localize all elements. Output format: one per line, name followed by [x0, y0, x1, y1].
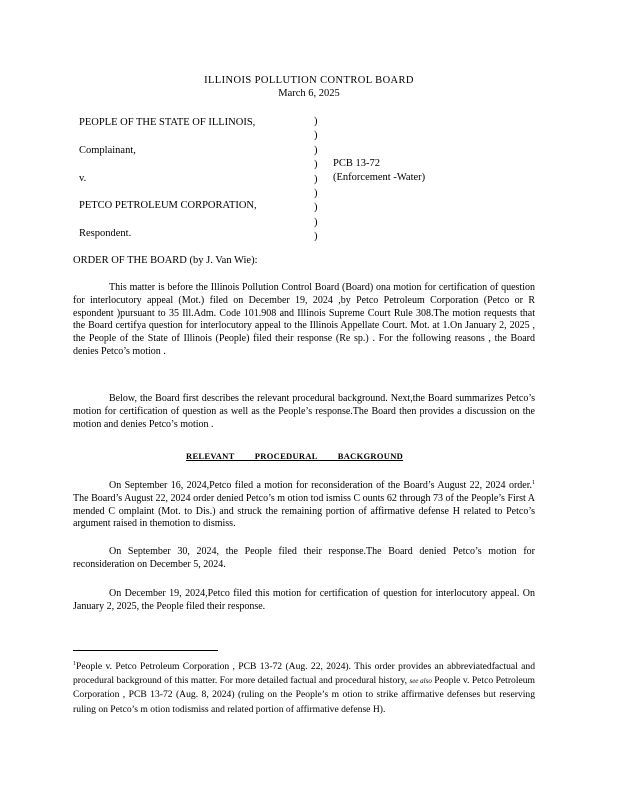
caption-versus: v. [79, 173, 87, 184]
paragraph-summary: Below, the Board first describes the relevant procedural background. Next,the Board summarizes Petco’s motion for certification of question as well as the People’s response.The Board then provides a discussion on the motion and denies Petco’s motion . [73, 393, 535, 430]
caption-paren: ) [314, 159, 318, 171]
caption-paren-column [314, 115, 322, 245]
footnote-mark: 1 [73, 661, 76, 667]
paragraph-background-3: On December 19, 2024,Petco filed this motion for certification of question for interlocutory appeal. On January 2, 2025, the People filed their response. [73, 588, 535, 612]
footnote-divider [73, 650, 218, 651]
order-line: ORDER OF THE BOARD (by J. Van Wie): [73, 255, 258, 266]
caption-complainant: Complainant, [79, 145, 136, 156]
footnote-see-also: see also [409, 677, 432, 686]
caption-paren: ) [314, 173, 318, 185]
footnote [73, 657, 535, 717]
paragraph-background-2: On September 30, 2024, the People filed their response.The Board denied Petco’s motion for reconsideration on December 5, 2024. [73, 546, 535, 570]
paragraph-intro: This matter is before the Illinois Pollution Control Board (Board) ona motion for certification of question for interlocutory appeal (Mot.) filed on December 19, 2024 ,by Petco Petroleum Corporation (Petco or R espondent )pursuant to 35 Ill.Adm. Code 101.908 and Illinois Supreme Court Rule 308.The motion requests that the Board certifya question for interlocutory appeal to the Illinois Appellate Court. Mot. at 1.On January 2, 2025 , the People of the State of Illinois (People) filed their response (Re sp.) . For the following reasons , the Board denies Petco’s motion . [73, 282, 535, 357]
caption-paren: ) [314, 144, 318, 156]
case-type: (Enforcement -Water) [333, 172, 426, 183]
caption-respondent: Respondent. [79, 228, 132, 239]
paragraph-background-1 [73, 477, 535, 531]
caption-paren: ) [314, 216, 318, 228]
order-date: March 6, 2025 [278, 88, 340, 99]
caption-paren: ) [314, 116, 318, 127]
caption-petitioner: PEOPLE OF THE STATE OF ILLINOIS, [79, 117, 256, 128]
caption-paren: ) [314, 231, 318, 243]
case-number: PCB 13-72 [333, 158, 380, 169]
caption-respondent-name: PETCO PETROLEUM CORPORATION, [79, 200, 257, 211]
footnote-reference: 1 [532, 480, 535, 486]
section-heading: RELEVANT PROCEDURAL BACKGROUND [186, 451, 404, 461]
board-title: ILLINOIS POLLUTION CONTROL BOARD [204, 75, 414, 86]
caption-paren: ) [314, 130, 318, 142]
footnote-text: People v. Petco Petroleum Corporation , PCB 13-72 (Aug. 8, 2024) (ruling on the People’s m otion to strike affirmative defenses but reserving ruling on Petco’s m otion todismiss and related portion of affirmative defense H). [73, 675, 535, 715]
caption-paren: ) [314, 202, 318, 214]
caption-paren: ) [314, 187, 318, 199]
footnote-text: People v. Petco Petroleum Corporation , PCB 13-72 (Aug. 22, 2024). This order provides an abbreviatedfactual and procedural background of this matter. For more detailed factual and procedural history, [73, 661, 535, 687]
paragraph-text: The Board’s August 22, 2024 order denied Petco’s m otion tod ismiss C ounts 62 through 73 of the People’s First A mended C omplaint (Mot. to Dis.) and struck the remaining portion of affirmative defense H related to Petco’s argument raised in themotion to dismiss. [73, 492, 535, 530]
paragraph-text: On September 16, 2024,Petco filed a motion for reconsideration of the Board’s August 22, 2024 order. [109, 480, 532, 491]
